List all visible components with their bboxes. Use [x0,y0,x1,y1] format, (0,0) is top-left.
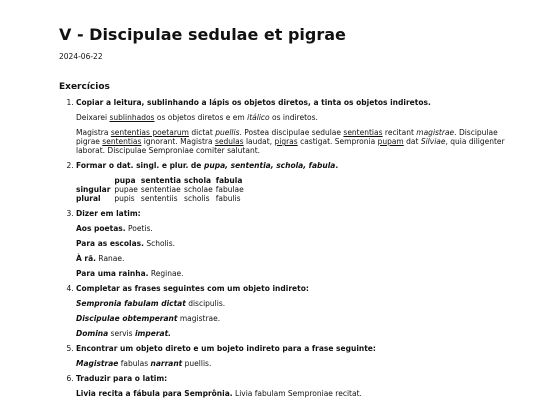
sentence-part: narrant [150,359,183,368]
exercise-5 [76,344,516,368]
direct-object: sedulas [214,137,244,146]
direct-object: sententias [343,128,383,137]
exercise-list [59,98,516,404]
text: dat [403,137,421,146]
exercise-3-title: 3. Dizer em latim: [76,209,141,218]
direct-object: pupam [377,137,404,146]
exercise-2 [76,161,516,203]
exercise-3-item [76,269,516,278]
answer: Livia fabulam Semproniae recitat. [232,389,362,398]
text: dictat [188,128,216,137]
text: . Discipulae pigrae [76,128,498,146]
text: . Postea discipulae sedulae [239,128,344,137]
table-header: sententia [140,176,182,185]
question: Aos poetas. [76,224,126,233]
exercise-4-item [76,329,516,338]
answer: Scholis. [143,239,176,248]
underlined-text: sublinhados [109,113,155,122]
section-title: Exercícios [59,82,110,92]
text: Deixarei [76,113,110,122]
exercise-2-title [76,161,516,170]
sentence-part: Magistrae [76,359,119,368]
table-header: pupa [114,176,136,185]
exercise-6-title: 6. Traduzir para o latim: [76,374,168,383]
exercise-5-item [76,359,516,368]
exercise-6 [76,374,516,398]
question: À rã. [76,254,97,263]
sentence-part: Domina [76,329,109,338]
exercise-4-item [76,314,516,323]
text: castigat. Sempronia [297,137,378,146]
table-row-header: singular [76,185,111,194]
italic-text: itálico [247,113,270,122]
answer: Poetis. [125,224,153,233]
table-header: fabula [215,176,243,185]
direct-object: sententias [102,137,142,146]
table-cell: pupis [114,194,135,203]
table-row [76,185,247,194]
exercise-3-item [76,224,516,233]
exercise-6-item [76,389,516,398]
answer: servis [108,329,135,338]
question: Livia recita a fábula para Semprônia. [76,389,233,398]
table-row [76,194,247,203]
table-cell: sententiae [140,185,181,194]
exercise-4 [76,284,516,338]
table-row-header: plural [76,194,101,203]
answer: puellis. [182,359,212,368]
indirect-object: Silviae [420,137,446,146]
text: ignorant. Magistra [141,137,215,146]
exercise-4-item [76,299,516,308]
exercise-1-reading [76,128,516,155]
answer: magistrae. [177,314,221,323]
table-cell: pupae [114,185,138,194]
sentence-part: imperat. [134,329,172,338]
text: recitant [382,128,417,137]
exercise-5-title: 5. Encontrar um objeto direto e um bojeto indireto para a frase seguinte: [76,344,376,353]
exercise-1-instructions [76,113,516,122]
sentence-part: Sempronia fabulam dictat [76,299,186,308]
table-cell: scholis [184,194,210,203]
text: Formar o dat. singl. e plur. de [76,161,205,170]
table-cell: scholae [184,185,213,194]
declension-table [76,176,247,203]
indirect-object: magistrae [416,128,455,137]
sentence-part: Discipulae obtemperant [76,314,178,323]
exercise-4-title: 4. Completar as frases seguintes com um objeto indireto: [76,284,309,293]
question: Para as escolas. [76,239,144,248]
exercise-1-title: 1. Copiar a leitura, sublinhando a lápis os objetos diretos, a tinta os objetos indiretos. [76,98,431,107]
text: , quia diligenter laborat. Discipulae Semproniae comiter salutant. [76,137,505,155]
table-header [76,176,114,185]
direct-object: pigras [274,137,298,146]
direct-object: sententias poetarum [110,128,189,137]
text: . [335,161,339,170]
table-header-row [76,176,247,185]
page-title: V - Discipulae sedulae et pigrae [59,25,346,44]
answer: Reginae. [148,269,184,278]
exercise-3-item [76,254,516,263]
table-cell: sententiis [140,194,178,203]
exercise-1 [76,98,516,155]
table-cell: fabulae [215,185,244,194]
answer: discipulis. [185,299,226,308]
exercise-3 [76,209,516,278]
text: os objetos diretos e em [154,113,248,122]
table-cell: fabulis [215,194,241,203]
exercise-3-item [76,239,516,248]
answer: fabulas [118,359,151,368]
answer: Ranae. [96,254,125,263]
question: Para uma rainha. [76,269,149,278]
text: os indiretos. [269,113,318,122]
text: laudat, [243,137,275,146]
text: Magistra [76,128,111,137]
page-date: 2024-06-22 [59,52,103,61]
table-header: schola [184,176,212,185]
indirect-object: puellis [215,128,240,137]
italic-text: pupa, sententia, schola, fabula [204,161,336,170]
